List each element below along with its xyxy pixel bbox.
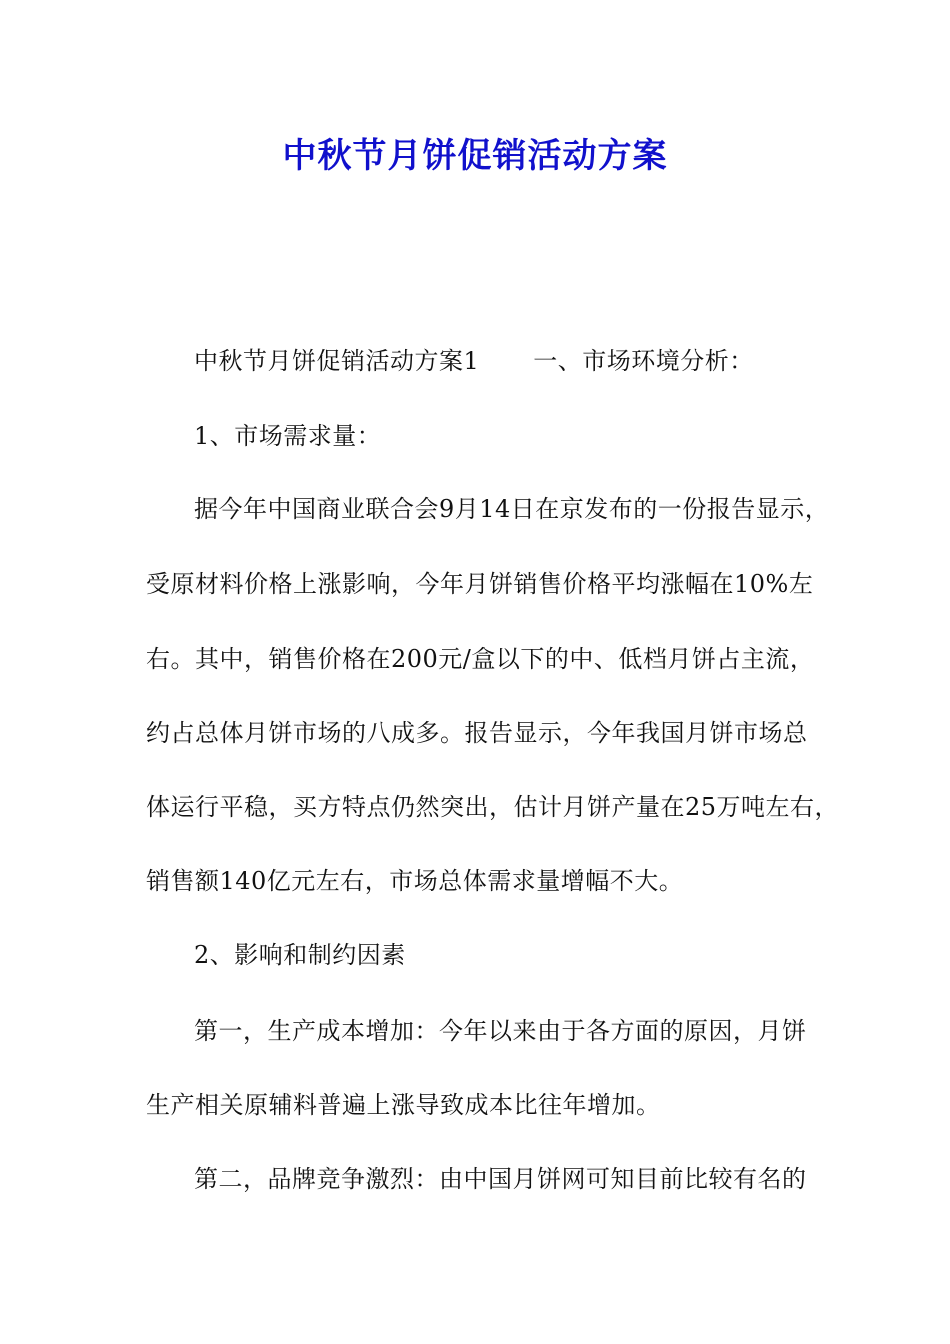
paragraph-line: 第一，生产成本增加：今年以来由于各方面的原因，月饼 [194,1017,807,1045]
paragraph-line: 右。其中，销售价格在200元/盒以下的中、低档月饼占主流， [146,645,815,673]
document-title: 中秋节月饼促销活动方案 [282,136,668,176]
heading-line [194,346,754,376]
paragraph-line: 销售额140亿元左右，市场总体需求量增幅不大。 [146,867,684,895]
subheading-demand: 1、市场需求量： [194,422,382,450]
paragraph-line: 受原材料价格上涨影响，今年月饼销售价格平均涨幅在10%左 [146,570,814,598]
section-heading: 一、市场环境分析： [533,347,754,375]
paragraph-line: 体运行平稳，买方特点仍然突出，估计月饼产量在25万吨左右， [146,793,840,821]
paragraph-line: 据今年中国商业联合会9月14日在京发布的一份报告显示， [194,495,830,523]
subheading-factors: 2、影响和制约因素 [194,941,406,969]
paragraph-line: 约占总体月饼市场的八成多。报告显示，今年我国月饼市场总 [146,719,808,747]
paragraph-line: 第二，品牌竞争激烈：由中国月饼网可知目前比较有名的 [194,1165,807,1193]
paragraph-line: 生产相关原辅料普遍上涨导致成本比往年增加。 [146,1091,661,1119]
plan-subtitle: 中秋节月饼促销活动方案1 [194,347,480,375]
